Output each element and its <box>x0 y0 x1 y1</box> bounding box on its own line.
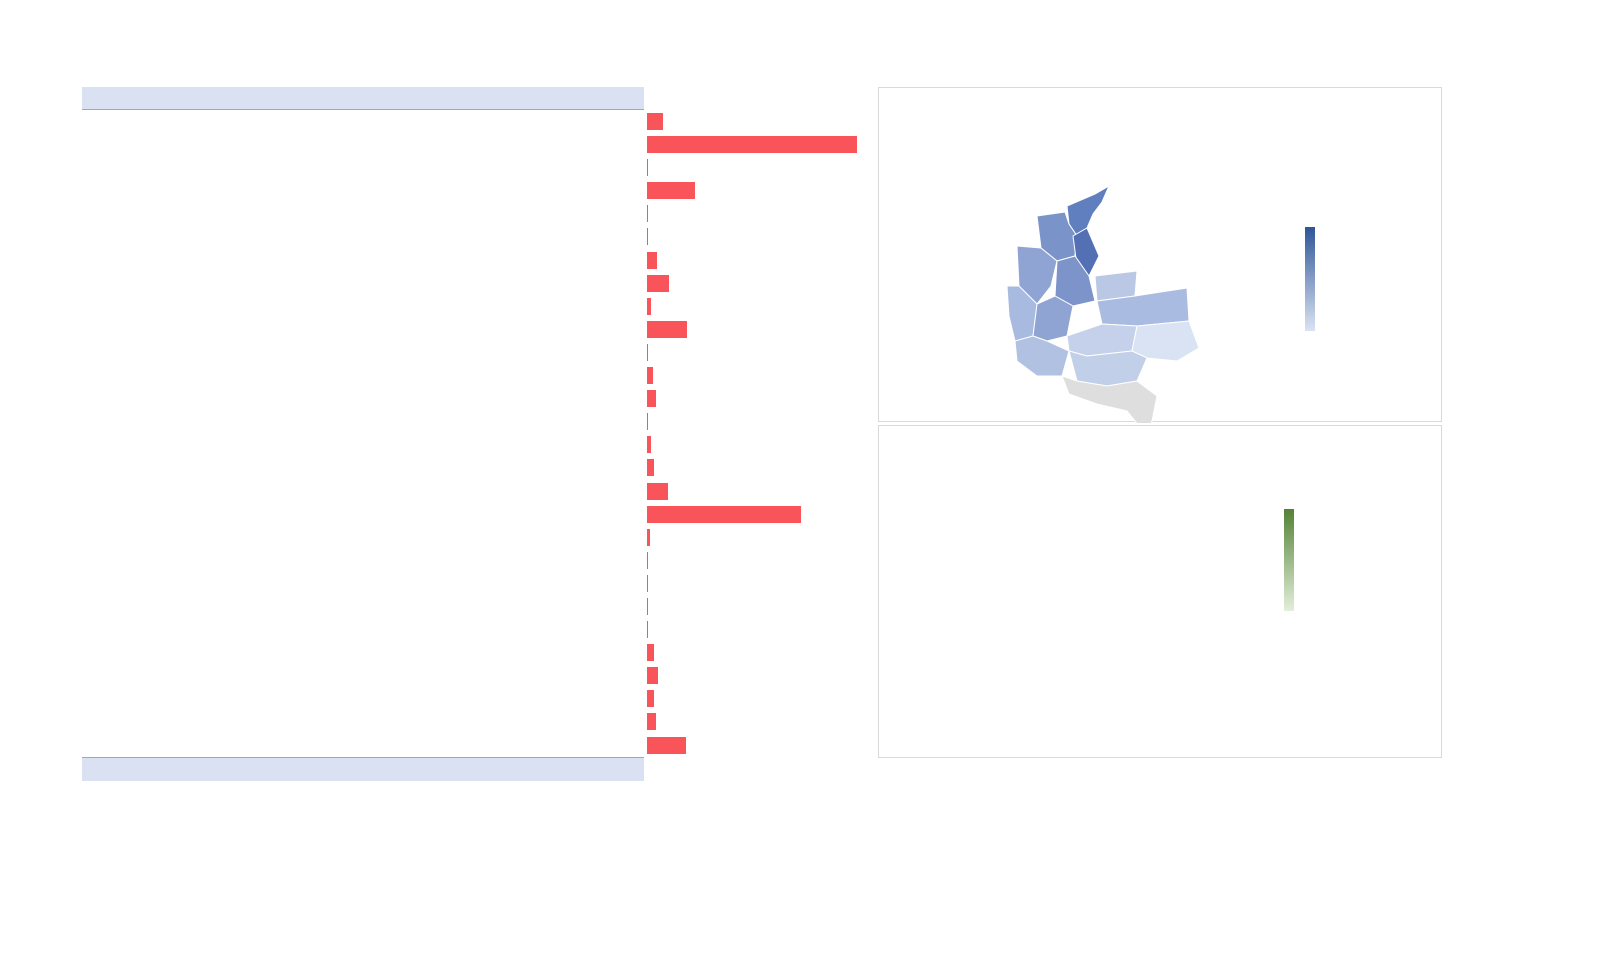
data-bar <box>647 205 648 222</box>
data-bar <box>647 690 654 707</box>
pivot-table <box>82 87 862 781</box>
table-header <box>82 87 644 110</box>
ofertas-region-valle-cauca-narino[interactable] <box>1015 336 1069 376</box>
total-row[interactable] <box>82 757 644 781</box>
data-bar <box>647 159 648 176</box>
ofertas-legend-bar <box>1305 227 1315 331</box>
table-row[interactable] <box>82 549 862 572</box>
table-body <box>82 110 862 757</box>
data-bar <box>647 321 687 338</box>
table-row[interactable] <box>82 503 862 526</box>
data-bar <box>647 136 857 153</box>
table-row[interactable] <box>82 295 862 318</box>
table-row[interactable] <box>82 387 862 410</box>
data-bar <box>647 644 654 661</box>
table-row[interactable] <box>82 433 862 456</box>
data-bar <box>647 483 668 500</box>
table-row[interactable] <box>82 734 862 757</box>
data-bar <box>647 667 658 684</box>
table-row[interactable] <box>82 341 862 364</box>
table-row[interactable] <box>82 641 862 664</box>
table-row[interactable] <box>82 202 862 225</box>
table-row[interactable] <box>82 687 862 710</box>
table-row[interactable] <box>82 364 862 387</box>
table-row[interactable] <box>82 618 862 641</box>
table-row[interactable] <box>82 410 862 433</box>
table-row[interactable] <box>82 595 862 618</box>
data-bar <box>647 529 650 546</box>
ofertas-map-panel[interactable] <box>878 87 1442 422</box>
data-bar <box>647 298 651 315</box>
ofertas-map <box>879 88 1443 423</box>
table-row[interactable] <box>82 249 862 272</box>
hectareas-legend-bar <box>1284 509 1294 611</box>
data-bar <box>647 506 801 523</box>
data-bar <box>647 228 648 245</box>
data-bar <box>647 390 656 407</box>
table-row[interactable] <box>82 156 862 179</box>
table-row[interactable] <box>82 272 862 295</box>
table-row[interactable] <box>82 664 862 687</box>
hectareas-map <box>879 426 1443 759</box>
data-bar <box>647 552 648 569</box>
ofertas-region-cundinamarca-tolima[interactable] <box>1033 296 1073 341</box>
table-row[interactable] <box>82 480 862 503</box>
data-bar <box>647 575 648 592</box>
data-bar <box>647 344 648 361</box>
table-row[interactable] <box>82 526 862 549</box>
data-bar <box>647 436 651 453</box>
table-row[interactable] <box>82 225 862 248</box>
data-bar <box>647 182 695 199</box>
hectareas-map-panel[interactable] <box>878 425 1442 758</box>
table-row[interactable] <box>82 710 862 733</box>
data-bar <box>647 252 657 269</box>
table-row[interactable] <box>82 572 862 595</box>
table-row[interactable] <box>82 318 862 341</box>
data-bar <box>647 459 654 476</box>
data-bar <box>647 621 648 638</box>
data-bar <box>647 598 648 615</box>
table-row[interactable] <box>82 456 862 479</box>
data-bar <box>647 413 648 430</box>
table-row[interactable] <box>82 133 862 156</box>
data-bar <box>647 113 663 130</box>
data-bar <box>647 275 669 292</box>
data-bar <box>647 737 686 754</box>
data-bar <box>647 367 653 384</box>
ofertas-region-guaviare-caqueta[interactable] <box>1069 351 1147 386</box>
table-row[interactable] <box>82 179 862 202</box>
ofertas-region-guajira-magdalena[interactable] <box>1067 186 1109 236</box>
data-bar <box>647 713 656 730</box>
table-row[interactable] <box>82 110 862 133</box>
ofertas-region-guainia[interactable] <box>1132 321 1199 361</box>
